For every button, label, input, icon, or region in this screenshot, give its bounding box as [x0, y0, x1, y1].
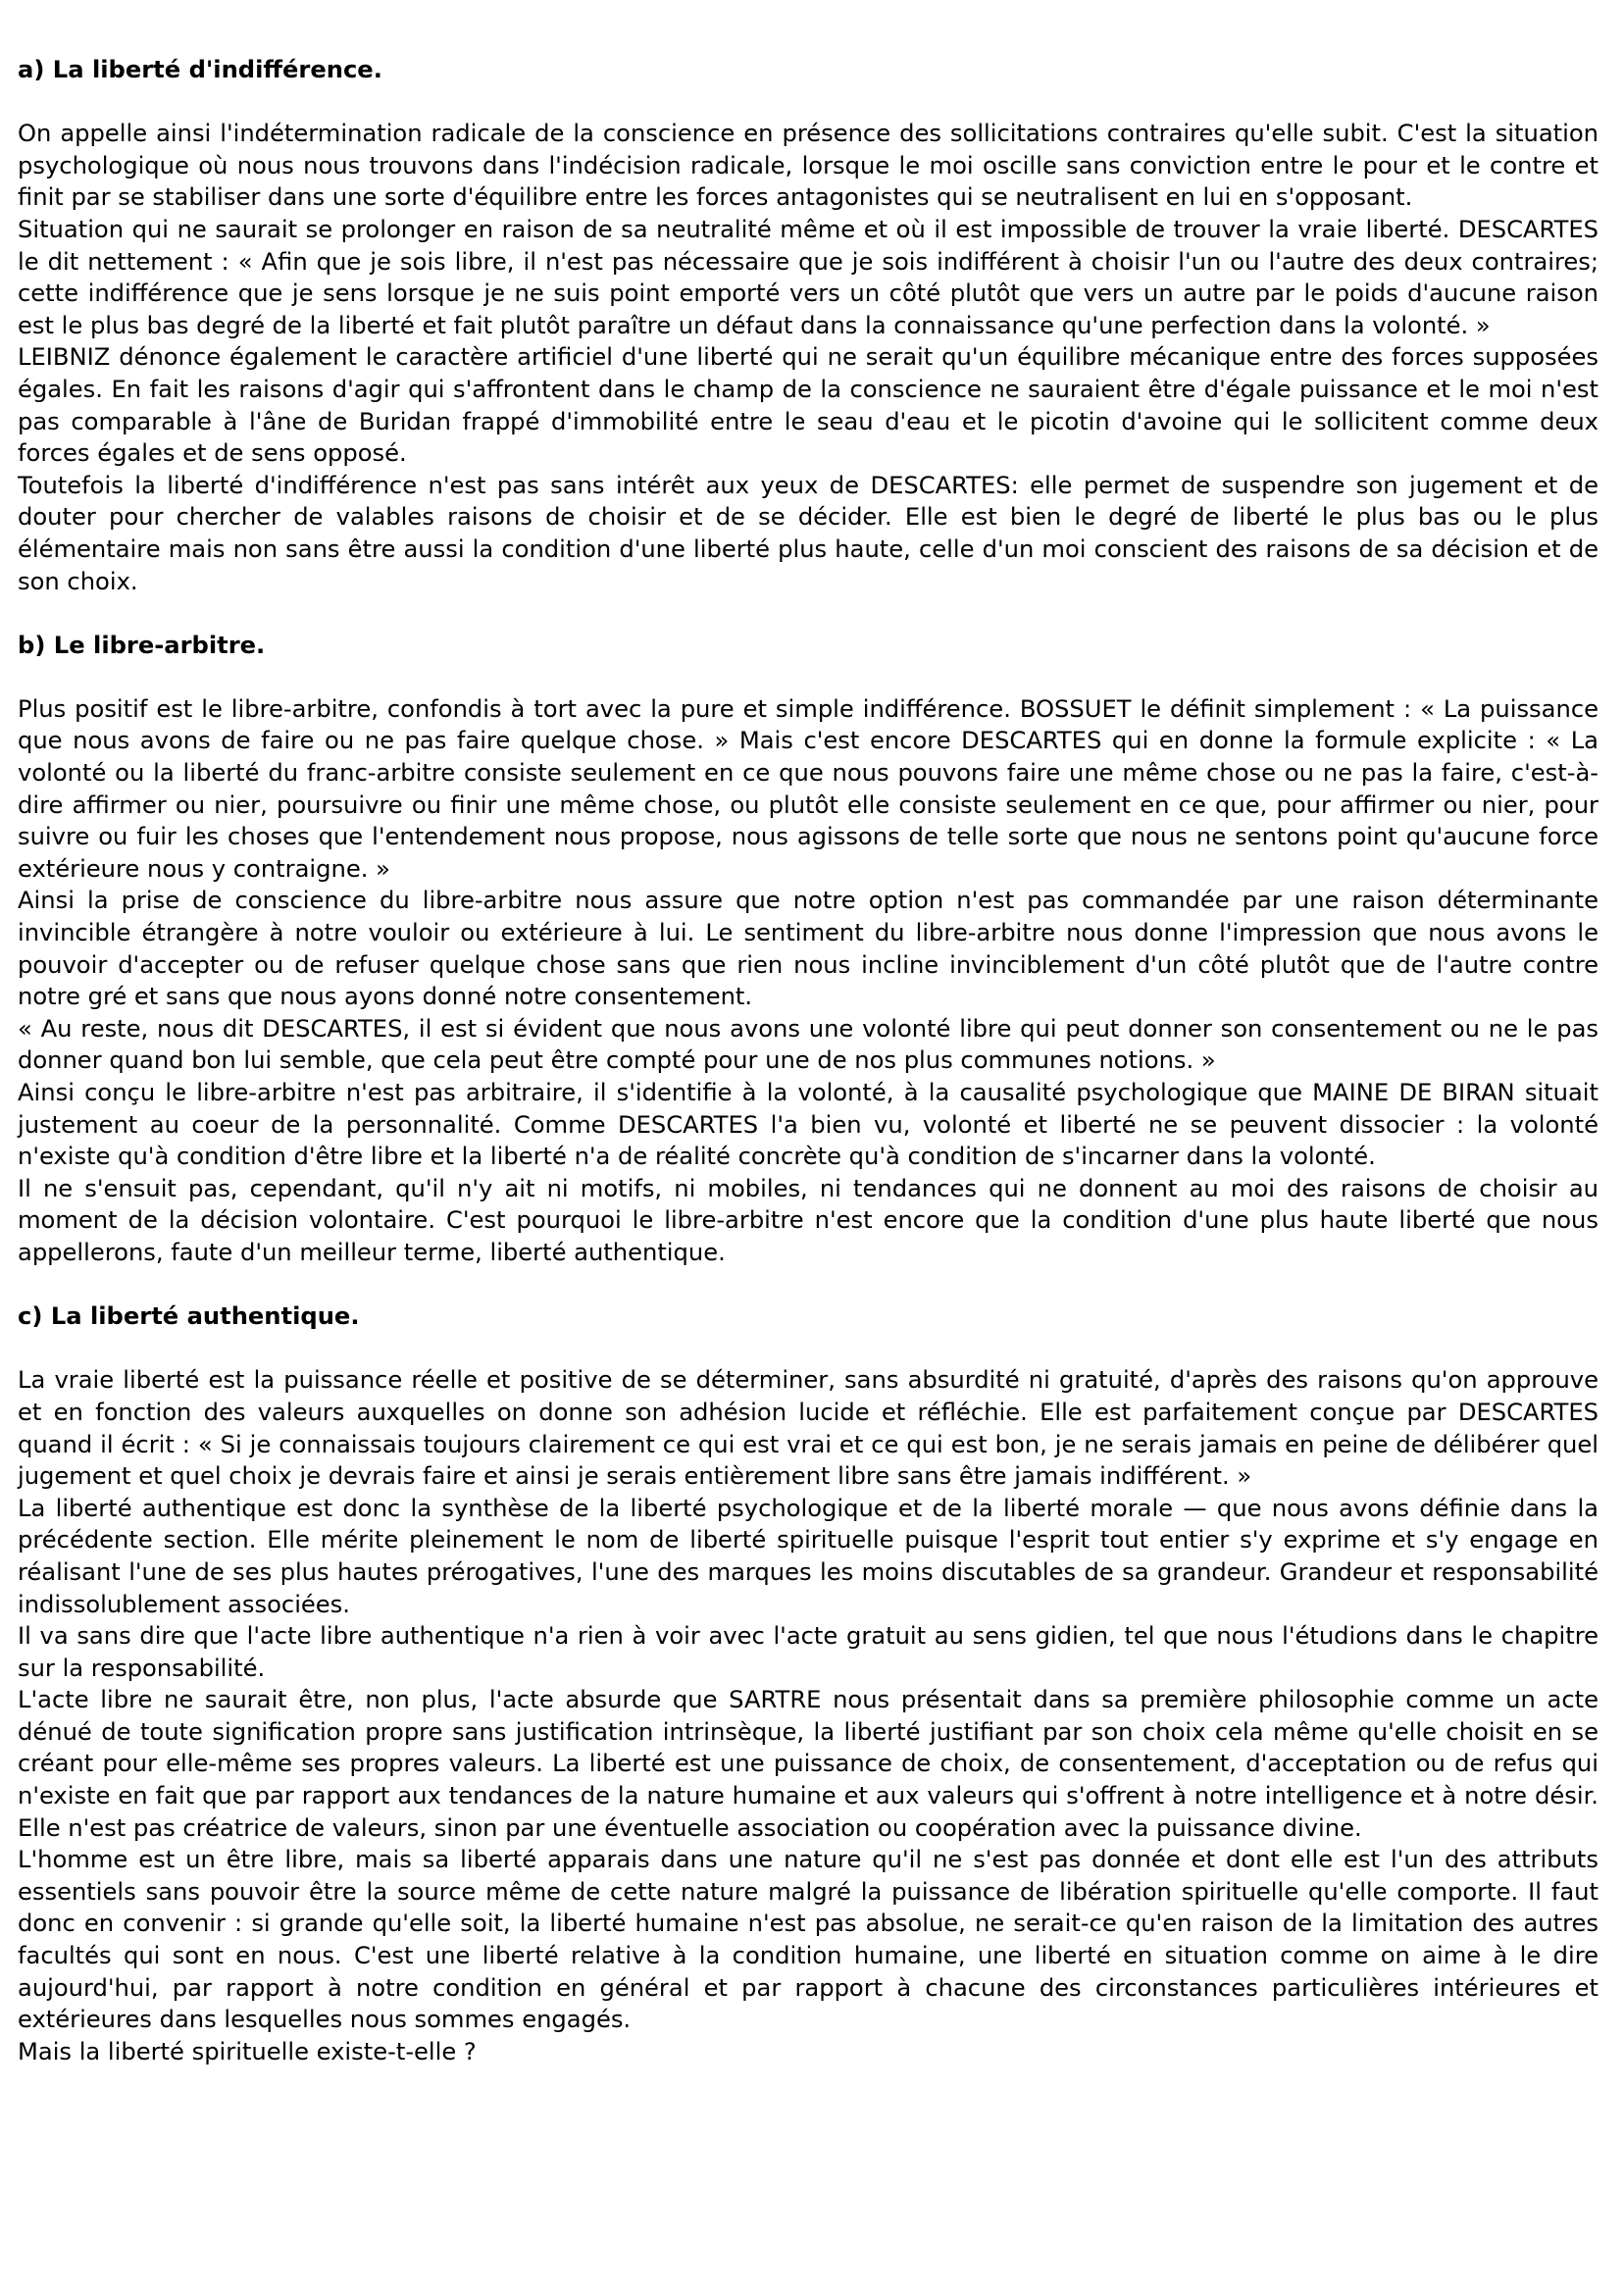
- paragraph: Toutefois la liberté d'indifférence n'est pas sans intérêt aux yeux de DESCARTES: elle permet de suspendre son jugement et de douter pour chercher de valables raisons de choisir et de se décider. Elle est bien le degré de liberté le plus bas ou le plus élémentaire mais non sans être aussi la condition d'une liberté plus haute, celle d'un moi conscient des raisons de sa décision et de son choix.: [18, 471, 1599, 595]
- paragraph: Plus positif est le libre-arbitre, confondis à tort avec la pure et simple indifférence. BOSSUET le définit simplement : « La puissance que nous avons de faire ou ne pas faire quelque chose. » Mais c'est encore DESCARTES qui en donne la formule explicite : « La volonté ou la liberté du franc-arbitre consiste seulement en ce que nous pouvons faire une même chose ou ne pas la faire, c'est-à-dire affirmer ou nier, poursuivre ou finir une même chose, ou plutôt elle consiste seulement en ce que, pour affirmer ou nier, pour suivre ou fuir les choses que l'entendement nous propose, nous agissons de telle sorte que nous ne sentons point qu'aucune force extérieure nous y contraigne. »: [18, 694, 1599, 883]
- paragraph: Mais la liberté spirituelle existe-t-elle ?: [18, 2037, 477, 2065]
- paragraph: Ainsi conçu le libre-arbitre n'est pas arbitraire, il s'identifie à la volonté, à la causalité psychologique que MAINE DE BIRAN situait justement au coeur de la personnalité. Comme DESCARTES l'a bien vu, volonté et liberté ne se peuvent dissocier : la volonté n'existe qu'à condition d'être libre et la liberté n'a de réalité concrète qu'à condition de s'incarner dans la volonté.: [18, 1079, 1599, 1171]
- section-body: [18, 693, 1599, 1269]
- section-heading: a) La liberté d'indifférence.: [18, 56, 382, 83]
- paragraph: L'acte libre ne saurait être, non plus, l'acte absurde que SARTRE nous présentait dans sa première philosophie comme un acte dénué de toute signification propre sans justification intrinsèque, la liberté justifiant par son choix cela même qu'elle choisit en se créant pour elle-même ses propres valeurs. La liberté est une puissance de choix, de consentement, d'acceptation ou de refus qui n'existe en fait que par rapport aux tendances de la nature humaine et aux valeurs qui s'offrent à notre intelligence et à notre désir. Elle n'est pas créatrice de valeurs, sinon par une éventuelle association ou coopération avec la puissance divine.: [18, 1686, 1599, 1842]
- paragraph: « Au reste, nous dit DESCARTES, il est si évident que nous avons une volonté libre qui peut donner son consentement ou ne le pas donner quand bon lui semble, que cela peut être compté pour une de nos plus communes notions. »: [18, 1014, 1599, 1075]
- paragraph: Ainsi la prise de conscience du libre-arbitre nous assure que notre option n'est pas commandée par une raison déterminante invincible étrangère à notre vouloir ou extérieure à lui. Le sentiment du libre-arbitre nous donne l'impression que nous avons le pouvoir d'accepter ou de refuser quelque chose sans que rien nous incline invinciblement d'un côté plutôt que de l'autre contre notre gré et sans que nous ayons donné notre consentement.: [18, 887, 1599, 1011]
- paragraph: La liberté authentique est donc la synthèse de la liberté psychologique et de la liberté morale — que nous avons définie dans la précédente section. Elle mérite pleinement le nom de liberté spirituelle puisque l'esprit tout entier s'y exprime et s'y engage en réalisant l'une de ses plus hautes prérogatives, l'une des marques les moins discutables de sa grandeur. Grandeur et responsabilité indissolublement associées.: [18, 1494, 1599, 1618]
- paragraph: Il ne s'ensuit pas, cependant, qu'il n'y ait ni motifs, ni mobiles, ni tendances qui ne donnent au moi des raisons de choisir au moment de la décision volontaire. C'est pourquoi le libre-arbitre n'est encore que la condition d'une plus haute liberté que nous appellerons, faute d'un meilleur terme, liberté authentique.: [18, 1174, 1599, 1266]
- section-libre-arbitre: [18, 630, 1599, 1269]
- paragraph: L'homme est un être libre, mais sa liberté apparais dans une nature qu'il ne s'est pas donnée et dont elle est l'un des attributs essentiels sans pouvoir être la source même de cette nature malgré la puissance de libération spirituelle qu'elle comporte. Il faut donc en convenir : si grande qu'elle soit, la liberté humaine n'est pas absolue, ne serait-ce qu'en raison de la limitation des autres facultés qui sont en nous. C'est une liberté relative à la condition humaine, une liberté en situation comme on aime à le dire aujourd'hui, par rapport à notre condition en général et par rapport à chacune des circonstances particulières intérieures et extérieures dans lesquelles nous sommes engagés.: [18, 1846, 1599, 2034]
- paragraph: Situation qui ne saurait se prolonger en raison de sa neutralité même et où il est impossible de trouver la vraie liberté. DESCARTES le dit nettement : « Afin que je sois libre, il n'est pas nécessaire que je sois indifférent à choisir l'un ou l'autre des deux contraires; cette indifférence que je sens lorsque je ne suis point emporté vers un côté plutôt que vers un autre par le poids d'aucune raison est le plus bas degré de la liberté et fait plutôt paraître un défaut dans la connaissance qu'une perfection dans la volonté. »: [18, 215, 1599, 339]
- paragraph: On appelle ainsi l'indétermination radicale de la conscience en présence des sollicitations contraires qu'elle subit. C'est la situation psychologique où nous nous trouvons dans l'indécision radicale, lorsque le moi oscille sans conviction entre le pour et le contre et finit par se stabiliser dans une sorte d'équilibre entre les forces antagonistes qui se neutralisent en lui en s'opposant.: [18, 120, 1599, 212]
- section-indifference: [18, 54, 1599, 597]
- document-page: [18, 54, 1599, 2067]
- section-body: [18, 118, 1599, 597]
- section-heading: b) Le libre-arbitre.: [18, 631, 266, 659]
- section-heading: c) La liberté authentique.: [18, 1302, 360, 1331]
- paragraph: La vraie liberté est la puissance réelle et positive de se déterminer, sans absurdité ni gratuité, d'après des raisons qu'on approuve et en fonction des valeurs auxquelles on donne son adhésion lucide et réfléchie. Elle est parfaitement conçue par DESCARTES quand il écrit : « Si je connaissais toujours clairement ce qui est vrai et ce qui est bon, je ne serais jamais en peine de délibérer quel jugement et quel choix je devrais faire et ainsi je serais entièrement libre sans être jamais indifférent. »: [18, 1366, 1599, 1491]
- paragraph: LEIBNIZ dénonce également le caractère artificiel d'une liberté qui ne serait qu'un équilibre mécanique entre des forces supposées égales. En fait les raisons d'agir qui s'affrontent dans le champ de la conscience ne sauraient être d'égale puissance et le moi n'est pas comparable à l'âne de Buridan frappé d'immobilité entre le seau d'eau et le picotin d'avoine qui le sollicitent comme deux forces égales et de sens opposé.: [18, 343, 1599, 468]
- section-liberte-authentique: [18, 1300, 1599, 2067]
- paragraph: Il va sans dire que l'acte libre authentique n'a rien à voir avec l'acte gratuit au sens gidien, tel que nous l'étudions dans le chapitre sur la responsabilité.: [18, 1622, 1599, 1682]
- section-body: [18, 1364, 1599, 2067]
